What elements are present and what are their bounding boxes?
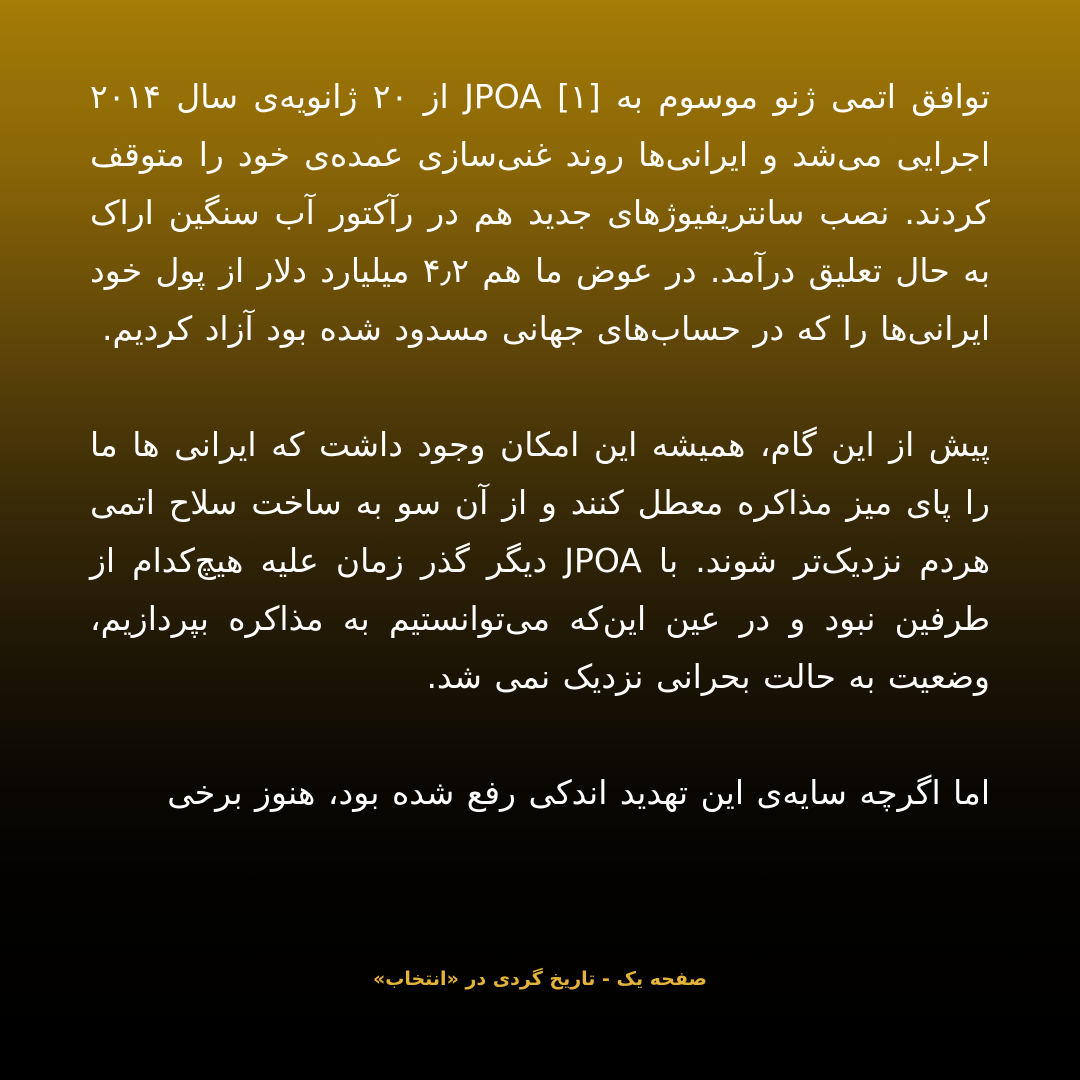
paragraph-3: اما اگرچه سایه‌ی این تهدید اندکی رفع شده بود، هنوز برخی [167,773,990,812]
article-body [90,68,990,880]
page-footer-caption: صفحه یک - تاریخ گردی در «انتخاب» [372,968,708,990]
paragraph-1: توافق اتمی ژنو موسوم به JPOA [۱] از ۲۰ ژانویه‌ی سال ۲۰۱۴ اجرایی می‌شد و ایرانی‌ها روند غنی‌سازی عمده‌ی خود را متوقف کردند. نصب سانتریفیوژهای جدید هم در رآکتور آب سنگین اراک به حال تعلیق درآمد. در عوض ما هم ۴٫۲ میلیارد دلار از پول خود ایرانی‌ها را که در حساب‌های جهانی مسدود شده بود آزاد کردیم. [90,77,991,348]
paragraph-2: پیش از این گام، همیشه این امکان وجود داشت که ایرانی ها ما را پای میز مذاکره معطل کنند و از آن سو به ساخت سلاح اتمی هردم نزدیک‌تر شوند. با JPOA دیگر گذر زمان علیه هیچ‌کدام از طرفین نبود و در عین این‌که می‌توانستیم به مذاکره بپردازیم، وضعیت به حالت بحرانی نزدیک نمی شد. [90,425,990,696]
